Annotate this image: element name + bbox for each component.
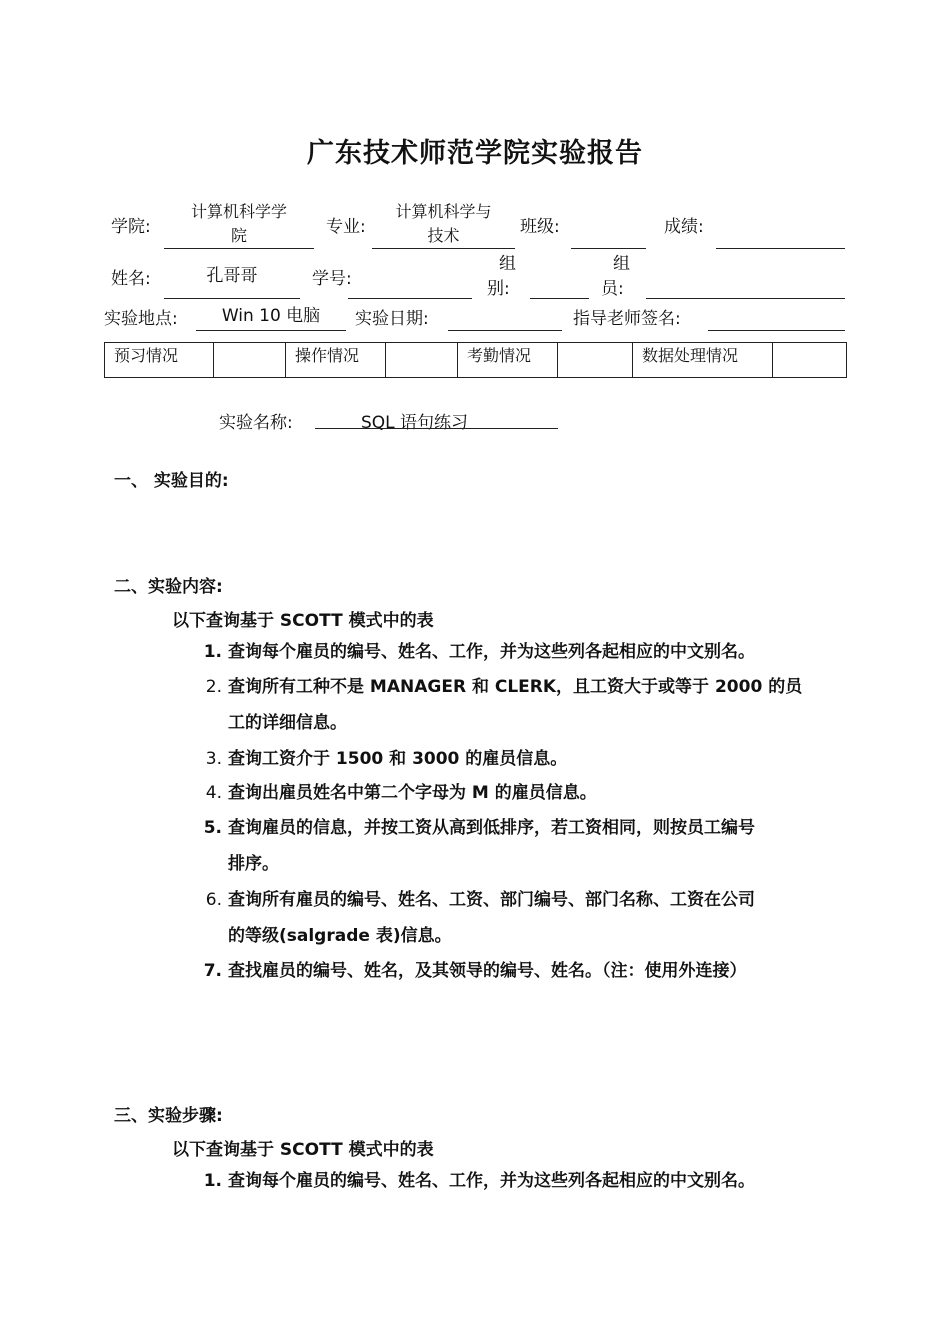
list-item-text: 查询所有雇员的编号、姓名、工资、部门编号、部门名称、工资在公司 xyxy=(228,890,755,910)
list-item-number: 1. xyxy=(203,642,222,662)
student-id-label: 学号: xyxy=(312,269,352,289)
member-label-line1: 组 xyxy=(613,254,630,274)
group-underline xyxy=(530,298,589,299)
location-value: Win 10 电脑 xyxy=(221,306,321,326)
list-item-text: 查询每个雇员的编号、姓名、工作，并为这些列各起相应的中文别名。 xyxy=(228,642,755,662)
college-value-line1: 计算机科学学 xyxy=(190,202,287,221)
list-item-text: 查找雇员的编号、姓名，及其领导的编号、姓名。（注：使用外连接） xyxy=(228,961,747,981)
eval-label-data-processing: 数据处理情况 xyxy=(633,343,773,378)
list-item-text: 查询所有工种不是 MANAGER 和 CLERK，且工资大于或等于 2000 的员 xyxy=(228,677,803,697)
class-label: 班级: xyxy=(520,217,560,237)
section-steps-intro: 以下查询基于 SCOTT 模式中的表 xyxy=(172,1140,434,1160)
teacher-signature-label: 指导老师签名: xyxy=(573,309,681,329)
list-item xyxy=(200,960,850,982)
section-steps-heading: 三、实验步骤: xyxy=(114,1106,223,1126)
location-label: 实验地点: xyxy=(104,309,178,329)
list-item xyxy=(200,748,850,770)
report-title: 广东技术师范学院实验报告 xyxy=(307,138,643,169)
list-item-number: 3. xyxy=(205,749,222,769)
name-label: 姓名: xyxy=(111,269,151,289)
list-item-number: 5. xyxy=(203,818,222,838)
location-underline xyxy=(196,330,346,331)
list-item xyxy=(200,641,850,663)
student-id-underline xyxy=(348,298,472,299)
eval-value-operation xyxy=(386,343,458,378)
college-underline xyxy=(164,248,314,249)
group-label xyxy=(487,252,516,302)
eval-value-preview xyxy=(214,343,286,378)
college-label: 学院: xyxy=(111,217,151,237)
list-item-number: 2. xyxy=(205,677,222,697)
class-underline xyxy=(571,248,646,249)
experiment-name-value: SQL 语句练习 xyxy=(361,413,469,433)
name-underline xyxy=(164,298,300,299)
group-label-line2: 别: xyxy=(487,279,510,299)
eval-label-attendance: 考勤情况 xyxy=(458,343,558,378)
score-underline xyxy=(716,248,845,249)
list-item-text-continued: 排序。 xyxy=(228,854,279,874)
major-value-line1: 计算机科学与 xyxy=(395,202,492,221)
list-item xyxy=(200,782,850,804)
major-value-line2: 技术 xyxy=(427,226,460,245)
list-item xyxy=(200,817,850,877)
member-label xyxy=(601,252,630,302)
eval-value-attendance xyxy=(558,343,633,378)
date-label: 实验日期: xyxy=(355,309,429,329)
score-label: 成绩: xyxy=(664,217,704,237)
member-underline xyxy=(646,298,845,299)
list-item-text: 查询工资介于 1500 和 3000 的雇员信息。 xyxy=(228,749,568,769)
teacher-signature-underline xyxy=(708,330,845,331)
major-underline xyxy=(372,248,515,249)
major-label: 专业: xyxy=(326,217,366,237)
section-purpose-heading: 一、 实验目的: xyxy=(114,471,229,491)
eval-value-data-processing xyxy=(773,343,847,378)
section-content-intro: 以下查询基于 SCOTT 模式中的表 xyxy=(172,611,434,631)
college-value-line2: 院 xyxy=(230,226,247,245)
list-item-number: 4. xyxy=(205,783,222,803)
list-item-text-continued: 的等级(salgrade 表)信息。 xyxy=(228,926,452,946)
eval-label-operation: 操作情况 xyxy=(286,343,386,378)
major-value xyxy=(372,200,515,248)
name-value: 孔哥哥 xyxy=(206,266,258,286)
evaluation-table xyxy=(104,342,847,378)
experiment-name-underline xyxy=(315,428,558,429)
experiment-name-label: 实验名称: xyxy=(219,413,293,433)
list-item-number: 7. xyxy=(203,961,222,981)
list-item-number: 1. xyxy=(203,1171,222,1191)
college-value xyxy=(164,200,314,248)
list-item xyxy=(200,676,850,736)
list-item-number: 6. xyxy=(205,890,222,910)
group-label-line1: 组 xyxy=(499,254,516,274)
section-content-heading: 二、实验内容: xyxy=(114,577,223,597)
list-item-text: 查询出雇员姓名中第二个字母为 M 的雇员信息。 xyxy=(228,783,597,803)
eval-label-preview: 预习情况 xyxy=(105,343,214,378)
list-item xyxy=(200,1170,850,1192)
list-item-text: 查询每个雇员的编号、姓名、工作，并为这些列各起相应的中文别名。 xyxy=(228,1171,755,1191)
list-item-text-continued: 工的详细信息。 xyxy=(228,713,347,733)
member-label-line2: 员: xyxy=(601,279,624,299)
list-item-text: 查询雇员的信息，并按工资从高到低排序，若工资相同，则按员工编号 xyxy=(228,818,755,838)
list-item xyxy=(200,889,850,949)
evaluation-row xyxy=(105,343,847,378)
date-underline xyxy=(448,330,562,331)
